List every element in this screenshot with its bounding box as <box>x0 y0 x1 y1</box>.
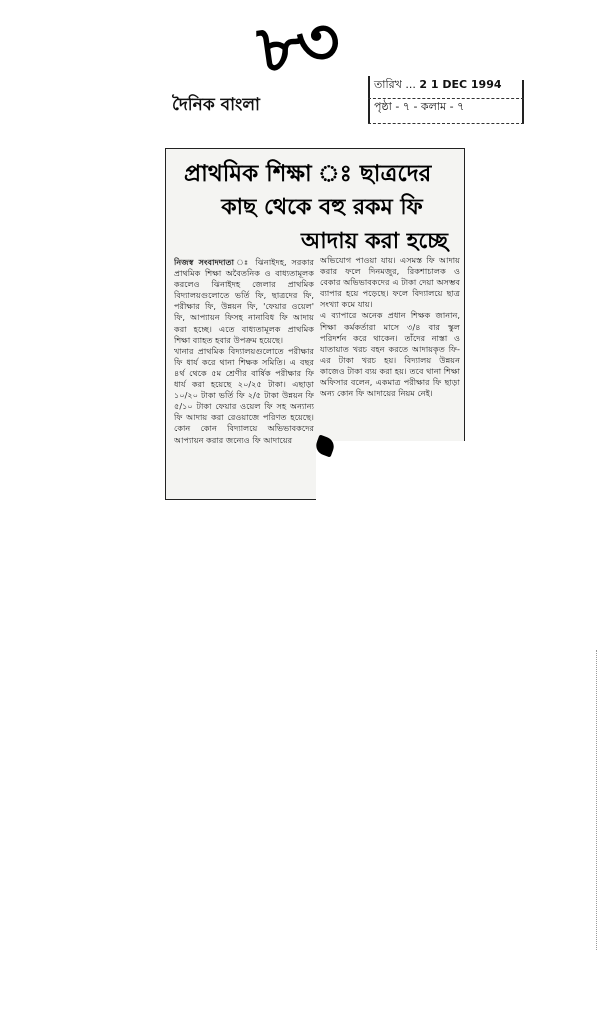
clipping-cut-corner <box>316 441 468 503</box>
stamp-column-label: কলাম <box>420 100 447 113</box>
article-col1-para2: খানার প্রাথমিক বিদ্যালয়গুলোতে পরীক্ষার ফি ধার্য করে থানা শিক্ষক সমিতি। এ বছর ৪র্থ থেকে ৫ম শ্রেণীর বার্ষিক পরীক্ষার ফি ধার্য করা হয়েছে ২০/২৫ টাকা। এছাড়া ১০/২০ টাকা ভর্তি ফি ২/৫ টাকা উন্নয়ন ফি ৫/১০ টাকা ফেয়ার ওয়েল ফি সহ অন্যান্য ফি আদায় করা রেওয়াজে পরিণত হয়েছে। কোন কোন বিদ্যালয়ে অভিভাবকদের আপ্যায়ন করার জন্যেও ফি আদায়ের <box>174 345 314 445</box>
article-col2-para2: এ ব্যাপারে অনেক প্রধান শিক্ষক জানান, শিক্ষা কর্মকর্তারা মাসে ৩/৪ বার স্কুল পরিদর্শন করে থাকেন। তাঁদের নাস্তা ও যাতায়াত খরচ বহন করতে আদায়কৃত ফি-এর টাকা খরচ হয়। বিদ্যালয় উন্নয়ন কাজেও টাকা ব্যয় করা হয়। তবে থানা শিক্ষা অফিসার বলেন, একমাত্র পরীক্ষার ফি ছাড়া অন্য কোন ফি আদায়ের নিয়ম নেই। <box>320 310 460 399</box>
article-byline: নিজস্ব সংবাদদাতা <box>174 257 234 267</box>
stamp-column-value: ৭ <box>457 100 465 113</box>
newspaper-source-name: দৈনিক বাংলা <box>172 95 260 115</box>
stamp-date-label: তারিখ <box>374 78 402 91</box>
article-col1-para1: ঝিনাইদহ, সরকার প্রাথমিক শিক্ষা অবৈতনিক ও বাধ্যতামূলক করলেও ঝিনাইদহ জেলার প্রাথমিক বিদ্যালয়গুলোতে ভর্তি ফি, ছাত্রদের ফি, পরীক্ষার ফি, উন্নয়ন ফি, 'ফেয়ার ওয়েল' ফি, আপ্যায়ন ফিসহ নানাবিধ ফি আদায় করা হচ্ছে। এতে বাধ্যতামূলক প্রাথমিক শিক্ষা ব্যাহত হবার উপক্রম হয়েছে। <box>174 257 314 345</box>
article-column-2 <box>320 255 460 437</box>
headline-line-2: কাছ থেকে বহু রকম ফি <box>221 195 423 220</box>
article-headline <box>176 157 458 259</box>
headline-line-1: প্রাথমিক শিক্ষা ঃ ছাত্রদের <box>184 161 432 187</box>
date-stamp <box>368 76 524 124</box>
stamp-date-row: তারিখ ... 2 1 DEC 1994 <box>374 78 502 91</box>
headline-line-3: আদায় করা হচ্ছে <box>301 229 448 254</box>
newspaper-clipping <box>165 148 465 500</box>
article-col2-para1: অভিযোগ পাওয়া যায়। এসমস্ত ফি আদায় করার ফলে দিনমজুর, রিকশাচালক ও বেকার অভিভাবকদের এ টাকা দেয়া অসম্ভব ব্যাপার হয়ে পড়েছে। ফলে বিদ্যালয়ে ছাত্র সংখ্যা কমে যায়। <box>320 255 460 310</box>
stamp-page-row: পৃষ্ঠা - ৭ - কলাম - ৭ <box>374 100 465 113</box>
scan-edge-mark <box>594 650 597 950</box>
stamp-page-label: পৃষ্ঠা <box>374 100 392 113</box>
article-column-1: নিজস্ব সংবাদদাতা ঃ ঝিনাইদহ, সরকার প্রাথমিক শিক্ষা অবৈতনিক ও বাধ্যতামূলক করলেও ঝিনাইদহ জেলার প্রাথমিক বিদ্যালয়গুলোতে ভর্তি ফি, ছাত্রদের ফি, পরীক্ষার ফি, উন্নয়ন ফি, 'ফেয়ার ওয়েল' ফি, আপ্যায়ন ফিসহ নানাবিধ ফি আদায় করা হচ্ছে। এতে বাধ্যতামূলক প্রাথমিক শিক্ষা ব্যাহত হবার উপক্রম হয়েছে। খানার প্রাথমিক বিদ্যালয়গুলোতে পরীক্ষার ফি ধার্য করে থানা শিক্ষক সমিতি। এ বছর ৪র্থ থেকে ৫ম শ্রেণীর বার্ষিক পরীক্ষার ফি ধার্য করা হয়েছে ২০/২৫ টাকা। এছাড়া ১০/২০ টাকা ভর্তি ফি ২/৫ টাকা উন্নয়ন ফি ৫/১০ টাকা ফেয়ার ওয়েল ফি সহ অন্যান্য ফি আদায় করা রেওয়াজে পরিণত হয়েছে। কোন কোন বিদ্যালয়ে অভিভাবকদের আপ্যায়ন করার জন্যেও ফি আদায়ের <box>174 257 314 445</box>
stamp-date-value: 2 1 DEC 1994 <box>419 78 502 91</box>
stamp-page-value: ৭ <box>402 100 410 113</box>
handwritten-page-number: ৮৩ <box>252 0 341 90</box>
